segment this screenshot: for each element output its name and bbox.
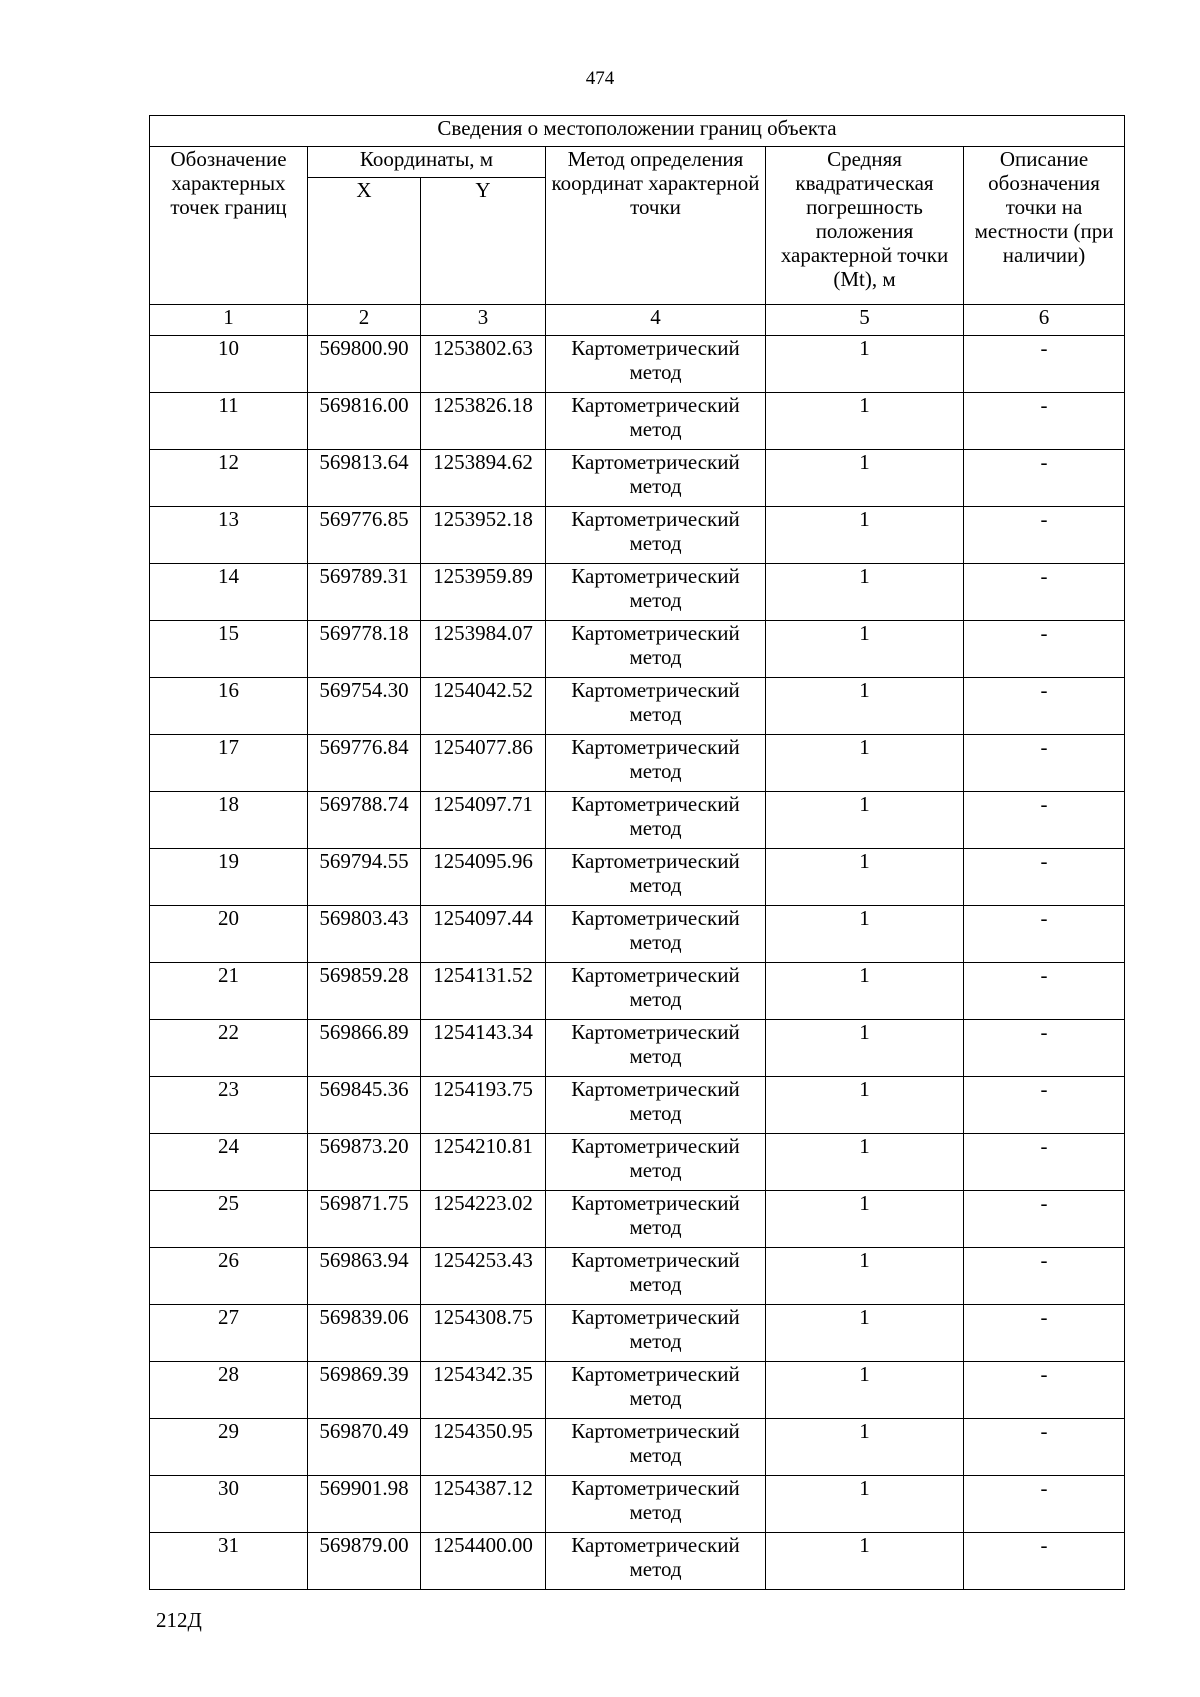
column-number: 3 xyxy=(421,305,546,336)
column-number: 5 xyxy=(766,305,964,336)
cell-x: 569778.18 xyxy=(308,621,421,678)
cell-y: 1253959.89 xyxy=(421,564,546,621)
cell-point: 13 xyxy=(150,507,308,564)
cell-method: Картометрический метод xyxy=(546,393,766,450)
cell-y: 1253826.18 xyxy=(421,393,546,450)
cell-method: Картометрический метод xyxy=(546,1077,766,1134)
cell-y: 1253894.62 xyxy=(421,450,546,507)
cell-method: Картометрический метод xyxy=(546,735,766,792)
table-row xyxy=(150,1248,1125,1305)
cell-y: 1254342.35 xyxy=(421,1362,546,1419)
table-row xyxy=(150,336,1125,393)
cell-y: 1254042.52 xyxy=(421,678,546,735)
table-row xyxy=(150,1305,1125,1362)
cell-y: 1254387.12 xyxy=(421,1476,546,1533)
cell-y: 1254253.43 xyxy=(421,1248,546,1305)
cell-method: Картометрический метод xyxy=(546,1362,766,1419)
table-row xyxy=(150,1533,1125,1590)
cell-method: Картометрический метод xyxy=(546,849,766,906)
cell-description: - xyxy=(964,1533,1125,1590)
cell-x: 569901.98 xyxy=(308,1476,421,1533)
cell-y: 1254077.86 xyxy=(421,735,546,792)
cell-y: 1254097.44 xyxy=(421,906,546,963)
cell-x: 569800.90 xyxy=(308,336,421,393)
cell-point: 21 xyxy=(150,963,308,1020)
table-row xyxy=(150,1476,1125,1533)
header-row xyxy=(150,147,1125,178)
cell-x: 569754.30 xyxy=(308,678,421,735)
column-number: 2 xyxy=(308,305,421,336)
cell-point: 30 xyxy=(150,1476,308,1533)
cell-description: - xyxy=(964,336,1125,393)
cell-error: 1 xyxy=(766,1077,964,1134)
cell-error: 1 xyxy=(766,621,964,678)
header-point: Обозначение характерных точек границ xyxy=(150,147,308,305)
cell-point: 17 xyxy=(150,735,308,792)
cell-method: Картометрический метод xyxy=(546,507,766,564)
cell-error: 1 xyxy=(766,507,964,564)
cell-x: 569863.94 xyxy=(308,1248,421,1305)
table-row xyxy=(150,1077,1125,1134)
cell-description: - xyxy=(964,450,1125,507)
cell-point: 27 xyxy=(150,1305,308,1362)
table-row xyxy=(150,678,1125,735)
cell-description: - xyxy=(964,507,1125,564)
cell-error: 1 xyxy=(766,678,964,735)
cell-point: 25 xyxy=(150,1191,308,1248)
cell-x: 569813.64 xyxy=(308,450,421,507)
cell-error: 1 xyxy=(766,1248,964,1305)
cell-point: 11 xyxy=(150,393,308,450)
cell-description: - xyxy=(964,1419,1125,1476)
cell-description: - xyxy=(964,1476,1125,1533)
cell-description: - xyxy=(964,1191,1125,1248)
cell-point: 23 xyxy=(150,1077,308,1134)
page-number: 474 xyxy=(585,68,615,89)
cell-method: Картометрический метод xyxy=(546,1419,766,1476)
cell-error: 1 xyxy=(766,1419,964,1476)
cell-description: - xyxy=(964,1305,1125,1362)
cell-error: 1 xyxy=(766,906,964,963)
footer-code: 212Д xyxy=(156,1608,202,1632)
cell-point: 20 xyxy=(150,906,308,963)
cell-error: 1 xyxy=(766,450,964,507)
column-number-row xyxy=(150,305,1125,336)
cell-description: - xyxy=(964,792,1125,849)
cell-y: 1254210.81 xyxy=(421,1134,546,1191)
cell-x: 569866.89 xyxy=(308,1020,421,1077)
cell-point: 31 xyxy=(150,1533,308,1590)
header-coordinates: Координаты, м xyxy=(308,147,546,178)
cell-method: Картометрический метод xyxy=(546,1134,766,1191)
table-row xyxy=(150,1419,1125,1476)
cell-description: - xyxy=(964,906,1125,963)
cell-y: 1254308.75 xyxy=(421,1305,546,1362)
cell-x: 569794.55 xyxy=(308,849,421,906)
cell-y: 1253984.07 xyxy=(421,621,546,678)
cell-point: 16 xyxy=(150,678,308,735)
cell-y: 1254143.34 xyxy=(421,1020,546,1077)
cell-x: 569789.31 xyxy=(308,564,421,621)
cell-x: 569776.84 xyxy=(308,735,421,792)
cell-error: 1 xyxy=(766,1020,964,1077)
cell-method: Картометрический метод xyxy=(546,792,766,849)
cell-point: 14 xyxy=(150,564,308,621)
cell-point: 19 xyxy=(150,849,308,906)
cell-x: 569871.75 xyxy=(308,1191,421,1248)
cell-x: 569776.85 xyxy=(308,507,421,564)
cell-x: 569859.28 xyxy=(308,963,421,1020)
cell-description: - xyxy=(964,564,1125,621)
cell-x: 569845.36 xyxy=(308,1077,421,1134)
cell-error: 1 xyxy=(766,963,964,1020)
cell-point: 28 xyxy=(150,1362,308,1419)
table-row xyxy=(150,735,1125,792)
table-row xyxy=(150,963,1125,1020)
cell-method: Картометрический метод xyxy=(546,450,766,507)
boundary-points-table xyxy=(149,115,1125,1590)
cell-point: 15 xyxy=(150,621,308,678)
column-number: 4 xyxy=(546,305,766,336)
table-row xyxy=(150,792,1125,849)
table-row xyxy=(150,1020,1125,1077)
cell-y: 1253952.18 xyxy=(421,507,546,564)
cell-x: 569869.39 xyxy=(308,1362,421,1419)
table-row xyxy=(150,621,1125,678)
cell-x: 569879.00 xyxy=(308,1533,421,1590)
header-error: Средняя квадратическая погрешность положения характерной точки (Mt), м xyxy=(766,147,964,305)
cell-method: Картометрический метод xyxy=(546,678,766,735)
cell-point: 18 xyxy=(150,792,308,849)
cell-error: 1 xyxy=(766,393,964,450)
cell-x: 569839.06 xyxy=(308,1305,421,1362)
header-x: X xyxy=(308,178,421,305)
cell-point: 22 xyxy=(150,1020,308,1077)
cell-method: Картометрический метод xyxy=(546,1476,766,1533)
cell-method: Картометрический метод xyxy=(546,1305,766,1362)
table-caption-row xyxy=(150,116,1125,147)
column-number: 1 xyxy=(150,305,308,336)
table-row xyxy=(150,564,1125,621)
header-method: Метод определения координат характерной точки xyxy=(546,147,766,305)
cell-description: - xyxy=(964,1020,1125,1077)
cell-error: 1 xyxy=(766,336,964,393)
column-number: 6 xyxy=(964,305,1125,336)
table-row xyxy=(150,507,1125,564)
table-row xyxy=(150,849,1125,906)
cell-description: - xyxy=(964,393,1125,450)
cell-point: 24 xyxy=(150,1134,308,1191)
cell-x: 569870.49 xyxy=(308,1419,421,1476)
cell-error: 1 xyxy=(766,1476,964,1533)
cell-y: 1254350.95 xyxy=(421,1419,546,1476)
cell-error: 1 xyxy=(766,735,964,792)
cell-x: 569788.74 xyxy=(308,792,421,849)
cell-method: Картометрический метод xyxy=(546,963,766,1020)
cell-error: 1 xyxy=(766,1134,964,1191)
cell-y: 1254223.02 xyxy=(421,1191,546,1248)
cell-point: 10 xyxy=(150,336,308,393)
header-description: Описание обозначения точки на местности (при наличии) xyxy=(964,147,1125,305)
table-row xyxy=(150,1191,1125,1248)
cell-method: Картометрический метод xyxy=(546,1191,766,1248)
table-row xyxy=(150,1134,1125,1191)
cell-description: - xyxy=(964,735,1125,792)
cell-point: 26 xyxy=(150,1248,308,1305)
cell-description: - xyxy=(964,1134,1125,1191)
cell-description: - xyxy=(964,849,1125,906)
cell-method: Картометрический метод xyxy=(546,336,766,393)
cell-error: 1 xyxy=(766,849,964,906)
cell-error: 1 xyxy=(766,1362,964,1419)
cell-y: 1254193.75 xyxy=(421,1077,546,1134)
table-row xyxy=(150,906,1125,963)
header-y: Y xyxy=(421,178,546,305)
cell-y: 1254131.52 xyxy=(421,963,546,1020)
cell-description: - xyxy=(964,1362,1125,1419)
table-caption: Сведения о местоположении границ объекта xyxy=(150,116,1125,147)
cell-method: Картометрический метод xyxy=(546,1533,766,1590)
table-row xyxy=(150,393,1125,450)
cell-point: 12 xyxy=(150,450,308,507)
cell-method: Картометрический метод xyxy=(546,621,766,678)
cell-description: - xyxy=(964,963,1125,1020)
cell-method: Картометрический метод xyxy=(546,1248,766,1305)
cell-y: 1254097.71 xyxy=(421,792,546,849)
cell-error: 1 xyxy=(766,792,964,849)
cell-y: 1253802.63 xyxy=(421,336,546,393)
cell-x: 569803.43 xyxy=(308,906,421,963)
cell-description: - xyxy=(964,1077,1125,1134)
table-row xyxy=(150,1362,1125,1419)
cell-error: 1 xyxy=(766,564,964,621)
cell-description: - xyxy=(964,678,1125,735)
cell-description: - xyxy=(964,1248,1125,1305)
cell-description: - xyxy=(964,621,1125,678)
cell-error: 1 xyxy=(766,1191,964,1248)
cell-method: Картометрический метод xyxy=(546,1020,766,1077)
cell-method: Картометрический метод xyxy=(546,564,766,621)
cell-y: 1254400.00 xyxy=(421,1533,546,1590)
cell-error: 1 xyxy=(766,1305,964,1362)
cell-x: 569873.20 xyxy=(308,1134,421,1191)
cell-y: 1254095.96 xyxy=(421,849,546,906)
cell-x: 569816.00 xyxy=(308,393,421,450)
cell-point: 29 xyxy=(150,1419,308,1476)
cell-error: 1 xyxy=(766,1533,964,1590)
table-row xyxy=(150,450,1125,507)
cell-method: Картометрический метод xyxy=(546,906,766,963)
